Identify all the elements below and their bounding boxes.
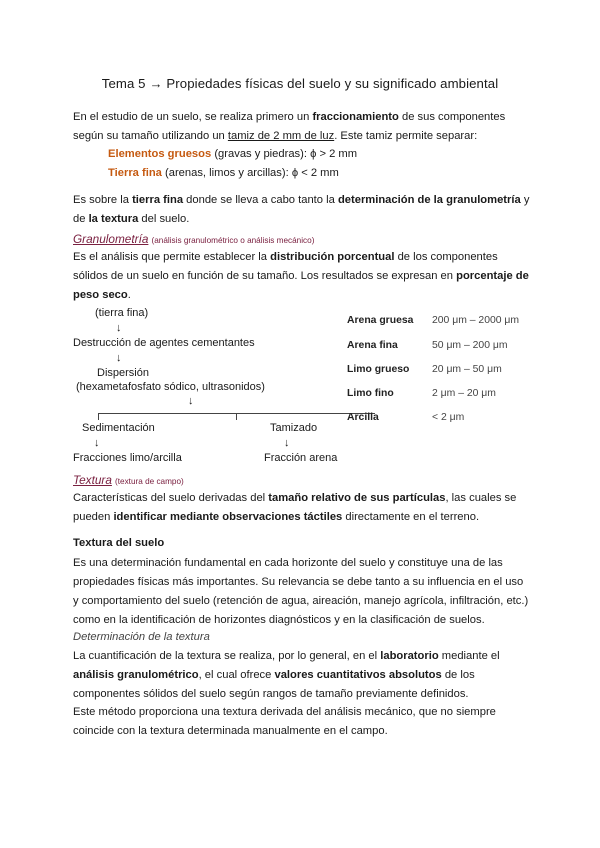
- size-class-range: 50 μm – 200 μm: [432, 340, 508, 351]
- size-class-name: Arcilla: [347, 412, 379, 423]
- granulometry-heading: Granulometría (análisis granulométrico o análisis mecánico): [73, 232, 315, 246]
- arrow-down-icon: ↓: [116, 322, 122, 334]
- size-class-name: Limo grueso: [347, 364, 410, 375]
- size-class-range: < 2 μm: [432, 412, 465, 423]
- size-class-name: Limo fino: [347, 388, 394, 399]
- branch-sieving: Tamizado: [270, 422, 318, 434]
- arrow-down-icon: ↓: [94, 437, 100, 449]
- branch-tick-left: [98, 413, 99, 420]
- method-note-paragraph: Este método proporciona una textura derivada del análisis mecánico, que no siempre coincide con la textura determinada manualmente en el campo.: [73, 706, 496, 737]
- arrow-down-icon: ↓: [284, 437, 290, 449]
- branch-tick-right: [236, 413, 237, 420]
- result-silt-clay: Fracciones limo/arcilla: [73, 452, 182, 464]
- diagram-start: (tierra fina): [95, 307, 149, 319]
- arrow-down-icon: ↓: [188, 395, 194, 407]
- size-class-range: 20 μm – 50 μm: [432, 364, 502, 375]
- arrow-down-icon: ↓: [116, 352, 122, 364]
- fine-earth-line: Tierra fina (arenas, limos y arcillas): ϕ < 2 mm: [108, 167, 339, 179]
- granulometry-paragraph: Es el análisis que permite establecer la distribución porcentual de los componentes sólidos de un suelo en función de su tamaño. Los resultados se expresan en porcentaje de peso seco.: [73, 251, 529, 301]
- fine-earth-paragraph: Es sobre la tierra fina donde se lleva a cabo tanto la determinación de la granulometría y de la textura del suelo.: [73, 194, 530, 225]
- soil-texture-paragraph: Es una determinación fundamental en cada horizonte del suelo y constituye una de las propiedades físicas más importantes. Su relevancia se debe tanto a su influencia en el uso y comportamiento del suelo (retención de agua, aireación, manejo agrícola, infiltración, etc.) como en la identificación de horizontes diagnósticos y en la clasificación de suelos.: [73, 557, 529, 626]
- result-sand: Fracción arena: [264, 452, 338, 464]
- soil-texture-heading: Textura del suelo: [73, 537, 165, 549]
- texture-determination-paragraph: La cuantificación de la textura se realiza, por lo general, en el laboratorio mediante el análisis granulométrico, el cual ofrece valores cuantitativos absolutos de los componentes sólidos del suelo según rangos de tamaño previamente definidos.: [73, 650, 500, 700]
- size-class-range: 200 μm – 2000 μm: [432, 315, 520, 326]
- size-class-range: 2 μm – 20 μm: [432, 388, 496, 399]
- size-class-name: Arena fina: [347, 340, 398, 351]
- size-class-name: Arena gruesa: [347, 315, 414, 326]
- page-title: Tema 5 → Propiedades físicas del suelo y su significado ambiental: [101, 76, 499, 91]
- diagram-step-dispersion: Dispersión: [97, 367, 149, 379]
- branch-sedimentation: Sedimentación: [82, 422, 155, 434]
- intro-paragraph: En el estudio de un suelo, se realiza primero un fraccionamiento de sus componentes según su tamaño utilizando un tamiz de 2 mm de luz. Este tamiz permite separar:: [73, 111, 506, 142]
- texture-paragraph: Características del suelo derivadas del tamaño relativo de sus partículas, las cuales se pueden identificar mediante observaciones táctiles directamente en el terreno.: [73, 492, 517, 523]
- texture-determination-heading: Determinación de la textura: [73, 631, 210, 643]
- diagram-step-destruction: Destrucción de agentes cementantes: [73, 337, 255, 349]
- coarse-elements-line: Elementos gruesos (gravas y piedras): ϕ > 2 mm: [108, 148, 358, 160]
- diagram-dispersion-detail: (hexametafosfato sódico, ultrasonidos): [76, 381, 265, 393]
- texture-heading: Textura (textura de campo): [73, 473, 184, 487]
